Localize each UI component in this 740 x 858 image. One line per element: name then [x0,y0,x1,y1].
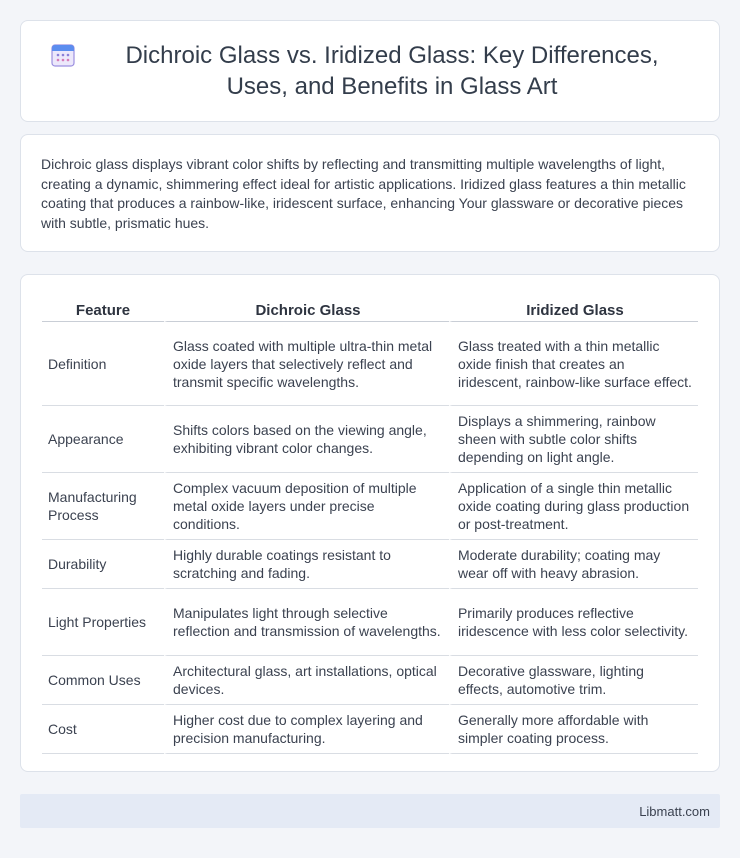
row-iridized: Moderate durability; coating may wear off with heavy abrasion. [449,540,698,589]
row-dichroic: Shifts colors based on the viewing angle, exhibiting vibrant color changes. [164,406,449,473]
table-row [42,322,698,406]
row-feature: Cost [42,705,164,754]
row-iridized: Application of a single thin metallic oxide coating during glass production or post-treatment. [449,473,698,540]
footer-bar [20,794,720,828]
comparison-table [42,295,698,754]
row-feature: Appearance [42,406,164,473]
intro-card [20,134,720,252]
table-header-row [42,295,698,322]
row-dichroic: Complex vacuum deposition of multiple metal oxide layers under precise conditions. [164,473,449,540]
row-iridized: Displays a shimmering, rainbow sheen with subtle color shifts depending on light angle. [449,406,698,473]
row-feature: Light Properties [42,589,164,656]
table-row [42,705,698,754]
row-dichroic: Higher cost due to complex layering and precision manufacturing. [164,705,449,754]
row-dichroic: Manipulates light through selective reflection and transmission of wavelengths. [164,589,449,656]
row-dichroic: Architectural glass, art installations, optical devices. [164,656,449,705]
intro-paragraph: Dichroic glass displays vibrant color shifts by reflecting and transmitting multiple wavelengths of light, creating a dynamic, shimmering effect ideal for artistic applications. Iridized glass features a thin metallic coating that produces a rainbow-like, iridescent surface, enhancing Your glassware or decorative pieces with subtle, prismatic hues. [41,156,686,231]
header-iridized: Iridized Glass [449,295,698,322]
calendar-grid-icon [50,42,76,68]
row-dichroic: Highly durable coatings resistant to scratching and fading. [164,540,449,589]
page-title: Dichroic Glass vs. Iridized Glass: Key Differences, Uses, and Benefits in Glass Art [125,42,659,100]
title-wrap [50,40,690,102]
header-dichroic: Dichroic Glass [164,295,449,322]
row-feature: Durability [42,540,164,589]
row-iridized: Decorative glassware, lighting effects, automotive trim. [449,656,698,705]
row-dichroic: Glass coated with multiple ultra-thin metal oxide layers that selectively reflect and transmit specific wavelengths. [164,322,449,406]
table-row [42,540,698,589]
table-row [42,473,698,540]
table-row [42,406,698,473]
row-feature: Common Uses [42,656,164,705]
row-iridized: Generally more affordable with simpler coating process. [449,705,698,754]
title-card [20,20,720,122]
footer-brand[interactable]: Libmatt.com [639,803,710,819]
header-feature: Feature [42,295,164,322]
table-row [42,589,698,656]
row-iridized: Glass treated with a thin metallic oxide finish that creates an iridescent, rainbow-like surface effect. [449,322,698,406]
table-row [42,656,698,705]
row-feature: Manufacturing Process [42,473,164,540]
table-card [20,274,720,772]
row-feature: Definition [42,322,164,406]
row-iridized: Primarily produces reflective iridescence with less color selectivity. [449,589,698,656]
